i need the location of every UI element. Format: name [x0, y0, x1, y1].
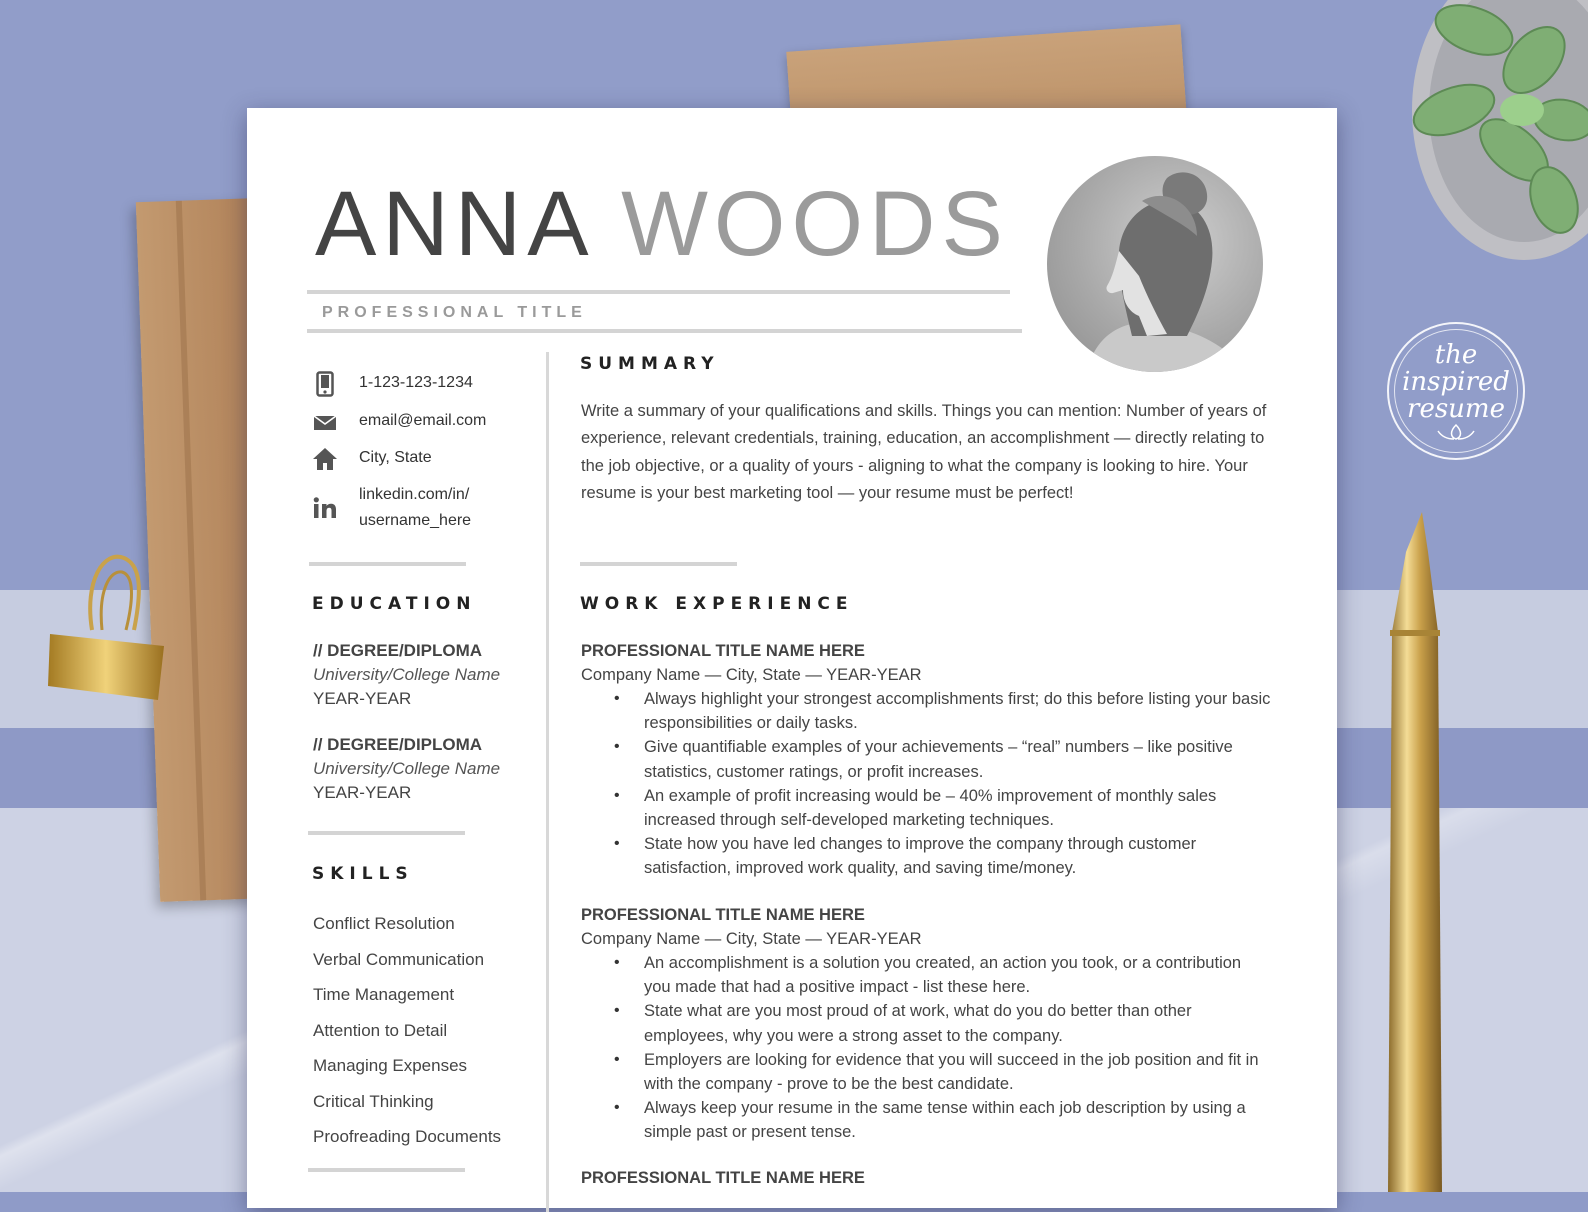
email-address: email@email.com: [359, 412, 487, 429]
job-entry: [581, 903, 1271, 1145]
skill-item: Verbal Communication: [313, 949, 485, 969]
linkedin-url: [359, 482, 471, 534]
skill-item: Critical Thinking: [313, 1091, 434, 1111]
job-bullets: [581, 687, 1271, 881]
degree: // DEGREE/DIPLOMA: [313, 735, 483, 754]
brand-badge: [1387, 322, 1525, 460]
summary-text: Write a summary of your qualifications and skills. Things you can mention: Number of years of experience, relevant credentials, training, education, an accomplishment — directly relating to the job objective, or a quality of yours - aligning to what the company is looking to hire. Your resume is your best marketing tool — your resume must be perfect!: [581, 402, 1267, 502]
sidebar-rule-1: [309, 562, 466, 566]
skill-item: Time Management: [313, 985, 455, 1004]
skills-list: [313, 906, 501, 1155]
column-divider: [546, 352, 549, 1212]
candidate-name: [315, 173, 1009, 275]
contact-location: [311, 445, 432, 473]
job-bullet: • Always highlight your strongest accomplishments first; do this before listing your basic responsibilities or daily tasks.: [644, 687, 1271, 735]
header-rule-top: [307, 290, 1010, 294]
job-title: PROFESSIONAL TITLE NAME HERE: [581, 1169, 865, 1187]
years: YEAR-YEAR: [313, 689, 412, 708]
brand-line-the: the: [1434, 339, 1478, 370]
last-name: WOODS: [621, 173, 1009, 275]
job-bullet: • An accomplishment is a solution you created, an action you took, or a contribution you made that had a positive impact - list these here.: [644, 951, 1271, 999]
first-name: ANNA: [315, 173, 590, 275]
job-bullet: • Employers are looking for evidence that you will succeed in the job position and fit in with the company - prove to be the best candidate.: [644, 1048, 1271, 1096]
sidebar-rule-2: [308, 831, 465, 835]
gold-pen: [1382, 512, 1448, 1192]
header-rule-bottom: [307, 329, 1022, 333]
summary-heading: SUMMARY: [580, 354, 720, 374]
binder-clip: [44, 550, 174, 710]
education-heading: EDUCATION: [312, 594, 477, 614]
phone-icon: [311, 370, 339, 398]
degree: // DEGREE/DIPLOMA: [313, 641, 483, 660]
work-experience-heading: WORK EXPERIENCE: [580, 594, 854, 614]
job-title: PROFESSIONAL TITLE NAME HERE: [581, 642, 865, 660]
brand-line-inspired: inspired: [1402, 366, 1510, 397]
education-entry: [313, 639, 500, 711]
linkedin-icon: [311, 494, 339, 522]
contact-phone: [311, 370, 473, 398]
resume-page: [247, 108, 1337, 1208]
education-entry: [313, 733, 500, 805]
succulent-plant: [1404, 0, 1588, 270]
job-entry: [581, 639, 1271, 881]
skills-heading: SKILLS: [312, 864, 414, 884]
home-icon: [311, 445, 339, 473]
sidebar-rule-3: [308, 1168, 465, 1172]
job-entry: [581, 1166, 1271, 1190]
skill-item: Proofreading Documents: [313, 1127, 502, 1146]
job-bullet: • Always keep your resume in the same tense within each job description by using a simple past or present tense.: [644, 1096, 1271, 1144]
professional-title: PROFESSIONAL TITLE: [322, 304, 587, 321]
brand-line-resume: resume: [1407, 393, 1505, 424]
years: YEAR-YEAR: [313, 783, 412, 802]
linkedin-line-1: linkedin.com/in/: [359, 486, 470, 503]
linkedin-line-2: username_here: [359, 512, 472, 529]
job-bullets: [581, 951, 1271, 1145]
contact-linkedin: [311, 482, 471, 534]
skill-item: Managing Expenses: [313, 1056, 468, 1075]
job-bullet: • State what are you most proud of at work, what do you do better than other employees, why you were a strong asset to the company.: [644, 999, 1271, 1047]
job-bullet: • An example of profit increasing would be – 40% improvement of monthly sales increased through self-developed marketing techniques.: [644, 784, 1271, 832]
mail-icon: [311, 408, 339, 436]
job-company: Company Name — City, State — YEAR-YEAR: [581, 666, 922, 684]
job-title: PROFESSIONAL TITLE NAME HERE: [581, 906, 865, 924]
profile-photo: [1047, 156, 1263, 372]
phone-number: 1-123-123-1234: [359, 374, 473, 391]
job-company: Company Name — City, State — YEAR-YEAR: [581, 930, 922, 948]
job-bullet: • Give quantifiable examples of your achievements – “real” numbers – like positive statistics, customer ratings, or profit increases.: [644, 735, 1271, 783]
contact-email: [311, 408, 486, 436]
location: City, State: [359, 449, 432, 466]
skill-item: Attention to Detail: [313, 1020, 448, 1040]
school: University/College Name: [313, 759, 501, 778]
summary-rule: [580, 562, 737, 566]
school: University/College Name: [313, 665, 501, 684]
job-bullet: • State how you have led changes to improve the company through customer satisfaction, improved work quality, and saving time/money.: [644, 832, 1271, 880]
skill-item: Conflict Resolution: [313, 914, 455, 933]
